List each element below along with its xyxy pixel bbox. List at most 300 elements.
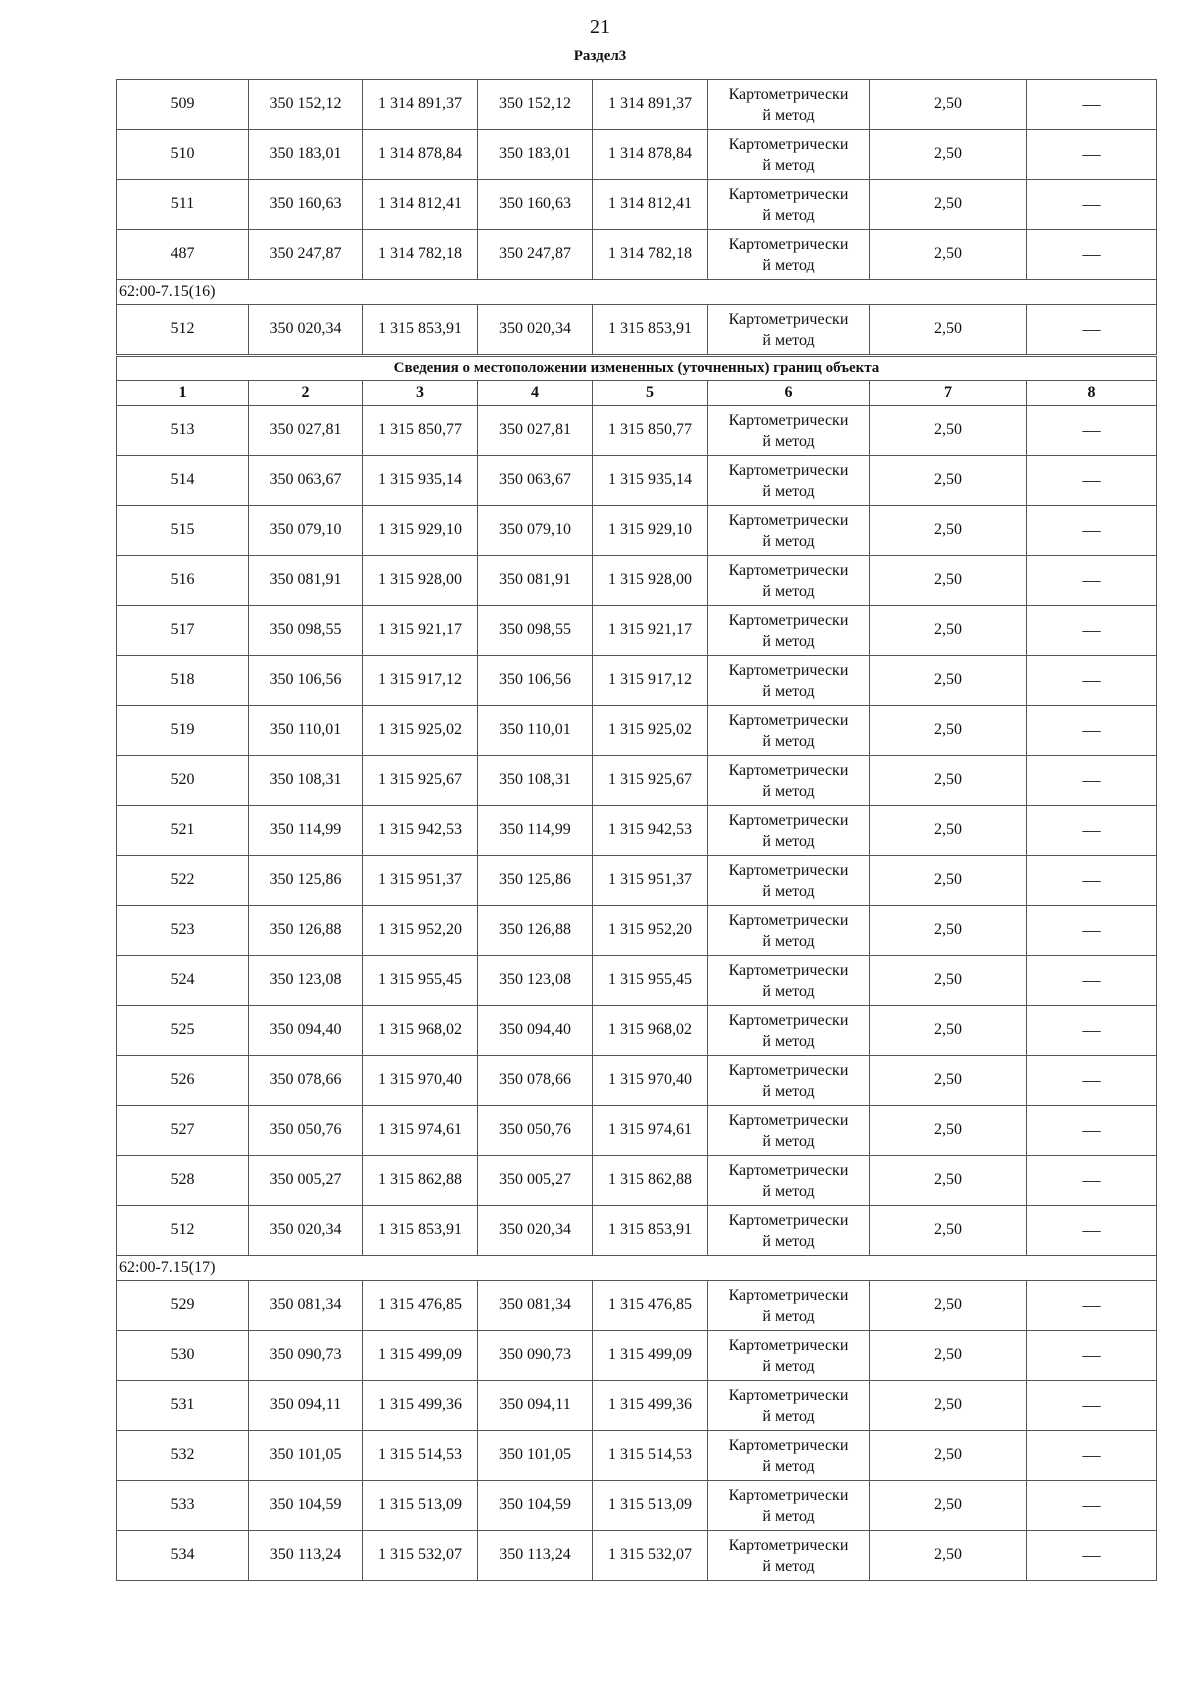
- table-row: [117, 1106, 1157, 1156]
- point-number: 523: [117, 906, 249, 956]
- new-x: 350 081,34: [478, 1281, 593, 1331]
- new-x: 350 020,34: [478, 305, 593, 356]
- new-x: 350 094,40: [478, 1006, 593, 1056]
- existing-y: 1 315 513,09: [363, 1481, 478, 1531]
- group-17: [117, 1256, 1157, 1281]
- method-line-2: й метод: [762, 331, 815, 349]
- column-number: 8: [1027, 381, 1157, 406]
- point-number: 509: [117, 80, 249, 130]
- existing-x: 350 050,76: [249, 1106, 363, 1156]
- new-x: 350 090,73: [478, 1331, 593, 1381]
- existing-x: 350 114,99: [249, 806, 363, 856]
- dash-cell: —: [1027, 1056, 1157, 1106]
- method-cell: [708, 656, 870, 706]
- dash-cell: —: [1027, 556, 1157, 606]
- table-row: [117, 1281, 1157, 1331]
- existing-y: 1 315 928,00: [363, 556, 478, 606]
- dash-cell: —: [1027, 1206, 1157, 1256]
- new-x: 350 063,67: [478, 456, 593, 506]
- new-x: 350 094,11: [478, 1381, 593, 1431]
- point-number: 520: [117, 756, 249, 806]
- section-header: [117, 356, 1157, 406]
- dash-cell: —: [1027, 706, 1157, 756]
- new-y: 1 315 935,14: [593, 456, 708, 506]
- group-row: [117, 1256, 1157, 1281]
- new-y: 1 315 917,12: [593, 656, 708, 706]
- method-line-1: Картометрически: [728, 811, 849, 829]
- existing-x: 350 081,34: [249, 1281, 363, 1331]
- accuracy: 2,50: [870, 1206, 1027, 1256]
- coordinates-table: [116, 79, 1157, 1581]
- method-cell: [708, 606, 870, 656]
- method-cell: [708, 180, 870, 230]
- existing-y: 1 315 951,37: [363, 856, 478, 906]
- existing-x: 350 079,10: [249, 506, 363, 556]
- accuracy: 2,50: [870, 806, 1027, 856]
- method-line-2: й метод: [762, 206, 815, 224]
- dash-cell: —: [1027, 1156, 1157, 1206]
- method-line-1: Картометрически: [728, 911, 849, 929]
- accuracy: 2,50: [870, 756, 1027, 806]
- column-number: 7: [870, 381, 1027, 406]
- existing-y: 1 315 499,09: [363, 1331, 478, 1381]
- method-line-2: й метод: [762, 432, 815, 450]
- existing-y: 1 315 862,88: [363, 1156, 478, 1206]
- method-line-1: Картометрически: [728, 761, 849, 779]
- table-row: [117, 80, 1157, 130]
- accuracy: 2,50: [870, 956, 1027, 1006]
- existing-y: 1 315 853,91: [363, 1206, 478, 1256]
- accuracy: 2,50: [870, 1281, 1027, 1331]
- new-y: 1 315 499,36: [593, 1381, 708, 1431]
- method-line-1: Картометрически: [728, 461, 849, 479]
- existing-y: 1 315 850,77: [363, 406, 478, 456]
- new-x: 350 183,01: [478, 130, 593, 180]
- new-y: 1 315 955,45: [593, 956, 708, 1006]
- existing-y: 1 314 878,84: [363, 130, 478, 180]
- method-line-1: Картометрически: [728, 235, 849, 253]
- rows-block-d: [117, 1281, 1157, 1581]
- dash-cell: —: [1027, 656, 1157, 706]
- method-cell: [708, 456, 870, 506]
- dash-cell: —: [1027, 906, 1157, 956]
- method-cell: [708, 1381, 870, 1431]
- dash-cell: —: [1027, 956, 1157, 1006]
- dash-cell: —: [1027, 1531, 1157, 1581]
- method-cell: [708, 706, 870, 756]
- accuracy: 2,50: [870, 305, 1027, 356]
- section-title: Раздел3: [573, 48, 627, 64]
- method-line-1: Картометрически: [728, 1536, 849, 1554]
- method-cell: [708, 806, 870, 856]
- existing-y: 1 314 891,37: [363, 80, 478, 130]
- new-x: 350 125,86: [478, 856, 593, 906]
- point-number: 487: [117, 230, 249, 280]
- method-line-2: й метод: [762, 582, 815, 600]
- method-cell: [708, 1106, 870, 1156]
- method-line-2: й метод: [762, 882, 815, 900]
- method-cell: [708, 1056, 870, 1106]
- existing-y: 1 315 853,91: [363, 305, 478, 356]
- new-y: 1 315 968,02: [593, 1006, 708, 1056]
- method-line-2: й метод: [762, 256, 815, 274]
- point-number: 515: [117, 506, 249, 556]
- table-row: [117, 1006, 1157, 1056]
- column-number: 3: [363, 381, 478, 406]
- point-number: 527: [117, 1106, 249, 1156]
- method-line-2: й метод: [762, 1132, 815, 1150]
- existing-x: 350 020,34: [249, 305, 363, 356]
- accuracy: 2,50: [870, 656, 1027, 706]
- method-cell: [708, 230, 870, 280]
- existing-x: 350 098,55: [249, 606, 363, 656]
- method-line-1: Картометрически: [728, 961, 849, 979]
- dash-cell: —: [1027, 1281, 1157, 1331]
- method-cell: [708, 1156, 870, 1206]
- column-number: 4: [478, 381, 593, 406]
- accuracy: 2,50: [870, 1481, 1027, 1531]
- table-row: [117, 1156, 1157, 1206]
- new-x: 350 126,88: [478, 906, 593, 956]
- dash-cell: —: [1027, 130, 1157, 180]
- table-row: [117, 506, 1157, 556]
- method-cell: [708, 1531, 870, 1581]
- new-x: 350 160,63: [478, 180, 593, 230]
- new-y: 1 315 928,00: [593, 556, 708, 606]
- point-number: 530: [117, 1331, 249, 1381]
- method-line-2: й метод: [762, 1307, 815, 1325]
- point-number: 510: [117, 130, 249, 180]
- new-y: 1 315 929,10: [593, 506, 708, 556]
- accuracy: 2,50: [870, 180, 1027, 230]
- column-number: 6: [708, 381, 870, 406]
- existing-y: 1 315 532,07: [363, 1531, 478, 1581]
- accuracy: 2,50: [870, 1106, 1027, 1156]
- method-line-2: й метод: [762, 932, 815, 950]
- method-line-2: й метод: [762, 782, 815, 800]
- method-cell: [708, 556, 870, 606]
- method-line-1: Картометрически: [728, 561, 849, 579]
- method-line-2: й метод: [762, 482, 815, 500]
- method-line-1: Картометрически: [728, 185, 849, 203]
- new-y: 1 315 476,85: [593, 1281, 708, 1331]
- table-row: [117, 305, 1157, 356]
- new-y: 1 314 891,37: [593, 80, 708, 130]
- existing-x: 350 094,40: [249, 1006, 363, 1056]
- new-x: 350 108,31: [478, 756, 593, 806]
- new-y: 1 315 921,17: [593, 606, 708, 656]
- point-number: 522: [117, 856, 249, 906]
- table-row: [117, 1431, 1157, 1481]
- existing-x: 350 078,66: [249, 1056, 363, 1106]
- existing-x: 350 106,56: [249, 656, 363, 706]
- new-y: 1 314 878,84: [593, 130, 708, 180]
- method-cell: [708, 756, 870, 806]
- point-number: 526: [117, 1056, 249, 1106]
- point-number: 511: [117, 180, 249, 230]
- new-y: 1 315 952,20: [593, 906, 708, 956]
- group-16: [117, 280, 1157, 305]
- new-y: 1 315 925,02: [593, 706, 708, 756]
- point-number: 512: [117, 305, 249, 356]
- method-line-2: й метод: [762, 1082, 815, 1100]
- dash-cell: —: [1027, 506, 1157, 556]
- group-label: 62:00-7.15(17): [117, 1256, 1157, 1281]
- table-row: [117, 230, 1157, 280]
- rows-block-a: [117, 80, 1157, 280]
- table-row: [117, 1331, 1157, 1381]
- existing-y: 1 315 935,14: [363, 456, 478, 506]
- new-y: 1 315 853,91: [593, 1206, 708, 1256]
- method-cell: [708, 856, 870, 906]
- table-row: [117, 1481, 1157, 1531]
- new-y: 1 315 499,09: [593, 1331, 708, 1381]
- new-x: 350 079,10: [478, 506, 593, 556]
- dash-cell: —: [1027, 180, 1157, 230]
- column-number: 1: [117, 381, 249, 406]
- existing-x: 350 160,63: [249, 180, 363, 230]
- method-line-2: й метод: [762, 156, 815, 174]
- new-y: 1 314 782,18: [593, 230, 708, 280]
- table-row: [117, 456, 1157, 506]
- existing-y: 1 315 942,53: [363, 806, 478, 856]
- point-number: 512: [117, 1206, 249, 1256]
- method-line-2: й метод: [762, 982, 815, 1000]
- existing-x: 350 126,88: [249, 906, 363, 956]
- table-row: [117, 906, 1157, 956]
- existing-x: 350 090,73: [249, 1331, 363, 1381]
- method-line-2: й метод: [762, 106, 815, 124]
- accuracy: 2,50: [870, 1156, 1027, 1206]
- new-x: 350 114,99: [478, 806, 593, 856]
- column-numbers-row: [117, 381, 1157, 406]
- new-x: 350 106,56: [478, 656, 593, 706]
- accuracy: 2,50: [870, 1006, 1027, 1056]
- dash-cell: —: [1027, 1481, 1157, 1531]
- method-cell: [708, 1281, 870, 1331]
- new-x: 350 081,91: [478, 556, 593, 606]
- method-line-1: Картометрически: [728, 661, 849, 679]
- new-y: 1 315 951,37: [593, 856, 708, 906]
- table-row: [117, 1531, 1157, 1581]
- method-line-2: й метод: [762, 1557, 815, 1575]
- existing-x: 350 094,11: [249, 1381, 363, 1431]
- existing-y: 1 315 921,17: [363, 606, 478, 656]
- existing-x: 350 247,87: [249, 230, 363, 280]
- point-number: 514: [117, 456, 249, 506]
- method-line-2: й метод: [762, 1457, 815, 1475]
- method-line-2: й метод: [762, 1032, 815, 1050]
- dash-cell: —: [1027, 1106, 1157, 1156]
- rows-block-c: [117, 406, 1157, 1256]
- new-x: 350 104,59: [478, 1481, 593, 1531]
- existing-y: 1 315 929,10: [363, 506, 478, 556]
- dash-cell: —: [1027, 305, 1157, 356]
- method-line-1: Картометрически: [728, 1061, 849, 1079]
- point-number: 528: [117, 1156, 249, 1206]
- existing-y: 1 315 970,40: [363, 1056, 478, 1106]
- existing-x: 350 081,91: [249, 556, 363, 606]
- point-number: 519: [117, 706, 249, 756]
- accuracy: 2,50: [870, 906, 1027, 956]
- existing-x: 350 005,27: [249, 1156, 363, 1206]
- table-row: [117, 806, 1157, 856]
- new-y: 1 315 513,09: [593, 1481, 708, 1531]
- accuracy: 2,50: [870, 1431, 1027, 1481]
- table-row: [117, 1206, 1157, 1256]
- new-y: 1 315 850,77: [593, 406, 708, 456]
- existing-x: 350 113,24: [249, 1531, 363, 1581]
- dash-cell: —: [1027, 756, 1157, 806]
- new-x: 350 078,66: [478, 1056, 593, 1106]
- table-row: [117, 706, 1157, 756]
- new-y: 1 315 862,88: [593, 1156, 708, 1206]
- existing-y: 1 315 974,61: [363, 1106, 478, 1156]
- dash-cell: —: [1027, 806, 1157, 856]
- table-row: [117, 130, 1157, 180]
- point-number: 517: [117, 606, 249, 656]
- table-row: [117, 656, 1157, 706]
- existing-x: 350 020,34: [249, 1206, 363, 1256]
- dash-cell: —: [1027, 856, 1157, 906]
- method-cell: [708, 506, 870, 556]
- existing-x: 350 108,31: [249, 756, 363, 806]
- section-heading-row: [117, 356, 1157, 381]
- accuracy: 2,50: [870, 230, 1027, 280]
- new-y: 1 315 853,91: [593, 305, 708, 356]
- point-number: 533: [117, 1481, 249, 1531]
- method-line-1: Картометрически: [728, 1011, 849, 1029]
- accuracy: 2,50: [870, 706, 1027, 756]
- table-row: [117, 856, 1157, 906]
- method-line-1: Картометрически: [728, 310, 849, 328]
- point-number: 525: [117, 1006, 249, 1056]
- accuracy: 2,50: [870, 406, 1027, 456]
- accuracy: 2,50: [870, 506, 1027, 556]
- existing-y: 1 315 968,02: [363, 1006, 478, 1056]
- method-line-1: Картометрически: [728, 1161, 849, 1179]
- existing-y: 1 314 812,41: [363, 180, 478, 230]
- new-x: 350 123,08: [478, 956, 593, 1006]
- group-row: [117, 280, 1157, 305]
- page-number: 21: [590, 16, 610, 38]
- column-number: 2: [249, 381, 363, 406]
- existing-x: 350 110,01: [249, 706, 363, 756]
- new-x: 350 098,55: [478, 606, 593, 656]
- table-row: [117, 1056, 1157, 1106]
- method-line-1: Картометрически: [728, 1336, 849, 1354]
- method-cell: [708, 1331, 870, 1381]
- dash-cell: —: [1027, 80, 1157, 130]
- accuracy: 2,50: [870, 856, 1027, 906]
- new-y: 1 315 925,67: [593, 756, 708, 806]
- new-x: 350 050,76: [478, 1106, 593, 1156]
- dash-cell: —: [1027, 1331, 1157, 1381]
- table-row: [117, 406, 1157, 456]
- method-line-2: й метод: [762, 532, 815, 550]
- method-line-2: й метод: [762, 1182, 815, 1200]
- accuracy: 2,50: [870, 606, 1027, 656]
- column-number: 5: [593, 381, 708, 406]
- method-line-1: Картометрически: [728, 1486, 849, 1504]
- new-x: 350 110,01: [478, 706, 593, 756]
- new-x: 350 247,87: [478, 230, 593, 280]
- point-number: 516: [117, 556, 249, 606]
- dash-cell: —: [1027, 456, 1157, 506]
- dash-cell: —: [1027, 230, 1157, 280]
- existing-y: 1 315 917,12: [363, 656, 478, 706]
- method-line-1: Картометрически: [728, 861, 849, 879]
- dash-cell: —: [1027, 1381, 1157, 1431]
- method-cell: [708, 956, 870, 1006]
- method-cell: [708, 1006, 870, 1056]
- new-y: 1 314 812,41: [593, 180, 708, 230]
- group-label: 62:00-7.15(16): [117, 280, 1157, 305]
- existing-x: 350 104,59: [249, 1481, 363, 1531]
- method-line-2: й метод: [762, 832, 815, 850]
- existing-y: 1 315 955,45: [363, 956, 478, 1006]
- existing-x: 350 101,05: [249, 1431, 363, 1481]
- method-line-1: Картометрически: [728, 611, 849, 629]
- existing-x: 350 125,86: [249, 856, 363, 906]
- method-cell: [708, 1431, 870, 1481]
- method-line-1: Картометрически: [728, 1111, 849, 1129]
- method-cell: [708, 1481, 870, 1531]
- method-cell: [708, 906, 870, 956]
- method-line-1: Картометрически: [728, 1386, 849, 1404]
- method-cell: [708, 130, 870, 180]
- method-line-1: Картометрически: [728, 1286, 849, 1304]
- accuracy: 2,50: [870, 130, 1027, 180]
- method-line-1: Картометрически: [728, 135, 849, 153]
- point-number: 531: [117, 1381, 249, 1431]
- existing-y: 1 315 499,36: [363, 1381, 478, 1431]
- table-row: [117, 1381, 1157, 1431]
- accuracy: 2,50: [870, 456, 1027, 506]
- method-cell: [708, 80, 870, 130]
- new-x: 350 152,12: [478, 80, 593, 130]
- new-y: 1 315 970,40: [593, 1056, 708, 1106]
- new-y: 1 315 514,53: [593, 1431, 708, 1481]
- new-y: 1 315 532,07: [593, 1531, 708, 1581]
- existing-y: 1 315 476,85: [363, 1281, 478, 1331]
- dash-cell: —: [1027, 1006, 1157, 1056]
- existing-x: 350 027,81: [249, 406, 363, 456]
- method-cell: [708, 1206, 870, 1256]
- method-line-1: Картометрически: [728, 411, 849, 429]
- method-line-1: Картометрически: [728, 85, 849, 103]
- new-x: 350 005,27: [478, 1156, 593, 1206]
- accuracy: 2,50: [870, 80, 1027, 130]
- accuracy: 2,50: [870, 556, 1027, 606]
- method-line-2: й метод: [762, 1357, 815, 1375]
- existing-y: 1 315 514,53: [363, 1431, 478, 1481]
- table-row: [117, 556, 1157, 606]
- accuracy: 2,50: [870, 1531, 1027, 1581]
- method-line-2: й метод: [762, 1507, 815, 1525]
- table-row: [117, 756, 1157, 806]
- method-line-1: Картометрически: [728, 1211, 849, 1229]
- new-x: 350 020,34: [478, 1206, 593, 1256]
- accuracy: 2,50: [870, 1381, 1027, 1431]
- method-line-2: й метод: [762, 632, 815, 650]
- method-line-2: й метод: [762, 1407, 815, 1425]
- point-number: 529: [117, 1281, 249, 1331]
- new-x: 350 113,24: [478, 1531, 593, 1581]
- accuracy: 2,50: [870, 1331, 1027, 1381]
- new-y: 1 315 942,53: [593, 806, 708, 856]
- existing-y: 1 315 925,67: [363, 756, 478, 806]
